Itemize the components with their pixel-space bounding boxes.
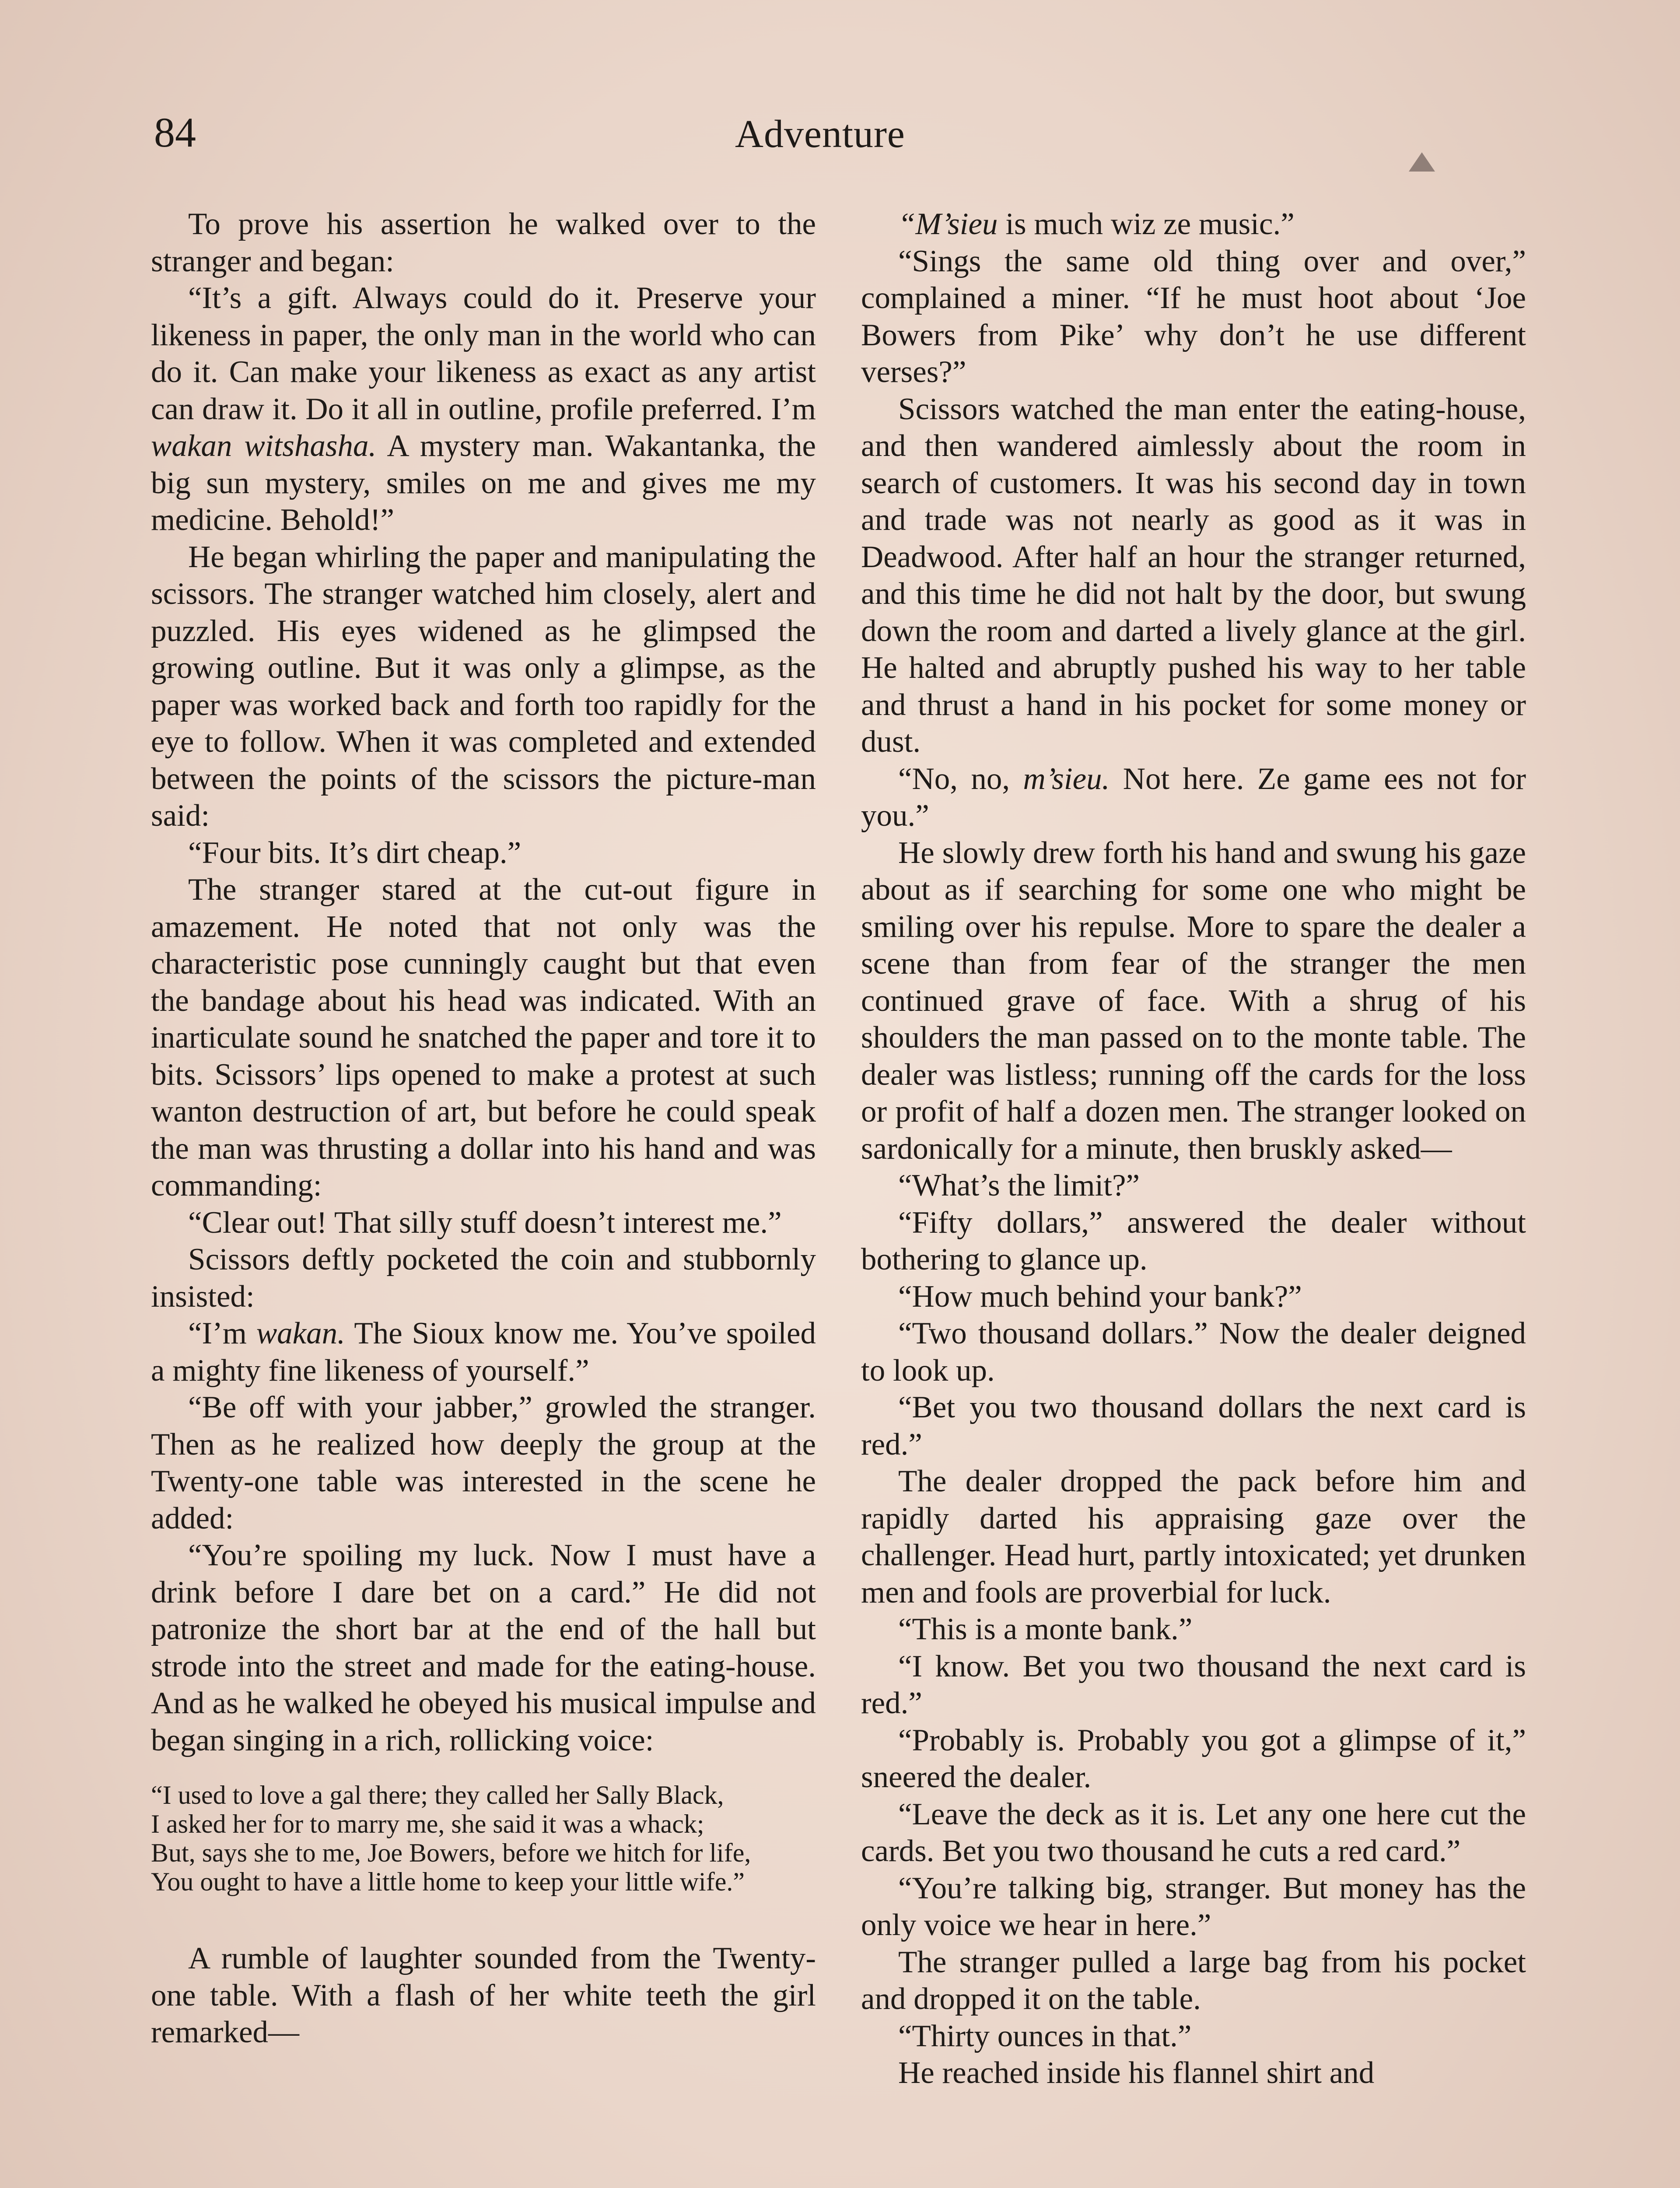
paragraph: He began whirling the paper and manipulating the scissors. The stranger watched him closely, alert and puzzled. His eyes widened as he glimpsed the growing outline. But it was only a glimpse, as the paper was worked back and forth too rapidly for the eye to follow. When it was completed and extended between the points of the scissors the picture-man said: <box>151 540 816 833</box>
left-column <box>151 206 816 2051</box>
paragraph: “Four bits. It’s dirt cheap.” <box>188 835 522 870</box>
running-head-title: Adventure <box>735 112 905 156</box>
right-column <box>861 206 1526 2092</box>
paragraph: Scissors deftly pocketed the coin and stubbornly insisted: <box>151 1242 816 1314</box>
paragraph: “How much behind your bank?” <box>898 1279 1302 1314</box>
paragraph: “Two thousand dollars.” Now the dealer deigned to look up. <box>861 1316 1526 1388</box>
song-verse <box>151 1781 816 1896</box>
paragraph: “Probably is. Probably you got a glimpse of it,” sneered the dealer. <box>861 1723 1526 1794</box>
paragraph: To prove his assertion he walked over to the stranger and began: <box>151 207 816 278</box>
paragraph: “Leave the deck as it is. Let any one here cut the cards. Bet you two thousand he cuts a red card.” <box>861 1797 1526 1868</box>
song-line: “I used to love a gal there; they called her Sally Black, <box>151 1781 724 1809</box>
paragraph: “This is a monte bank.” <box>898 1612 1193 1646</box>
paragraph: A rumble of laughter sounded from the Twenty-one table. With a flash of her white teeth the girl remarked— <box>151 1941 816 2049</box>
song-line: But, says she to me, Joe Bowers, before we hitch for life, <box>151 1838 751 1867</box>
paragraph: He slowly drew forth his hand and swung his gaze about as if searching for some one who might be smiling over his repulse. More to spare the dealer a scene than from fear of the stranger the men continued grave of face. With a shrug of his shoulders the man passed on to the monte table. The dealer was listless; running off the cards for the loss or profit of half a dozen men. The stranger looked on sardonically for a minute, then bruskly asked— <box>861 835 1526 1166</box>
paragraph: The stranger stared at the cut-out figure in amazement. He noted that not only was the characteristic pose cunningly caught but that even the bandage about his head was indicated. With an inarticulate sound he snatched the paper and tore it to bits. Scissors’ lips opened to make a protest at such wanton destruction of art, but before he could speak the man was thrusting a dollar into his hand and was commanding: <box>151 873 816 1203</box>
song-line: I asked her for to marry me, she said it was a whack; <box>151 1809 704 1838</box>
paragraph: “Clear out! That silly stuff doesn’t interest me.” <box>188 1205 782 1240</box>
song-line: You ought to have a little home to keep your little wife.” <box>151 1867 745 1896</box>
paragraph: “Be off with your jabber,” growled the stranger. Then as he realized how deeply the group at the Twenty-one table was interested in the scene he added: <box>151 1390 816 1536</box>
paragraph: “Bet you two thousand dollars the next card is red.” <box>861 1390 1526 1462</box>
paragraph: Scissors watched the man enter the eating-house, and then wandered aimlessly about the room in search of customers. It was his second day in town and trade was not nearly as good as it was in Deadwood. After half an hour the stranger returned, and this time he did not halt by the door, but swung down the room and darted a lively glance at the girl. He halted and abruptly pushed his way to her table and thrust a hand in his pocket for some money or dust. <box>861 392 1526 759</box>
printer-mark <box>1409 152 1435 172</box>
paragraph: The stranger pulled a large bag from his pocket and dropped it on the table. <box>861 1945 1526 2016</box>
paragraph: He reached inside his flannel shirt and <box>898 2056 1375 2090</box>
paragraph: “What’s the limit?” <box>898 1168 1140 1203</box>
page-number: 84 <box>154 109 196 156</box>
paragraph: “You’re spoiling my luck. Now I must have a drink before I dare bet on a card.” He did not patronize the short bar at the end of the hall but strode into the street and made for the eating-house. And as he walked he obeyed his musical impulse and began singing in a rich, rollicking voice: <box>151 1538 816 1757</box>
paragraph: “Sings the same old thing over and over,” complained a miner. “If he must hoot about ‘Joe Bowers from Pike’ why don’t he use different verses?” <box>861 244 1526 389</box>
paragraph: “Fifty dollars,” answered the dealer without bothering to glance up. <box>861 1205 1526 1276</box>
paragraph: “No, no, m’sieu. Not here. Ze game ees not for you.” <box>861 761 1526 833</box>
paragraph: “I’m wakan. The Sioux know me. You’ve spoiled a mighty fine likeness of yourself.” <box>151 1316 816 1388</box>
paragraph: “M’sieu is much wiz ze music.” <box>898 207 1295 241</box>
paragraph: “Thirty ounces in that.” <box>898 2019 1192 2053</box>
paragraph: The dealer dropped the pack before him and rapidly darted his appraising gaze over the challenger. Head hurt, partly intoxicated; yet drunken men and fools are proverbial for luck. <box>861 1464 1526 1609</box>
paragraph: “It’s a gift. Always could do it. Preserve your likeness in paper, the only man in the world who can do it. Can make your likeness as exact as any artist can draw it. Do it all in outline, profile preferred. I’m wakan witshasha. A mystery man. Wakantanka, the big sun mystery, smiles on me and gives me my medicine. Behold!” <box>151 281 816 537</box>
paragraph: “I know. Bet you two thousand the next card is red.” <box>861 1649 1526 1720</box>
paragraph: “You’re talking big, stranger. But money has the only voice we hear in here.” <box>861 1871 1526 1942</box>
